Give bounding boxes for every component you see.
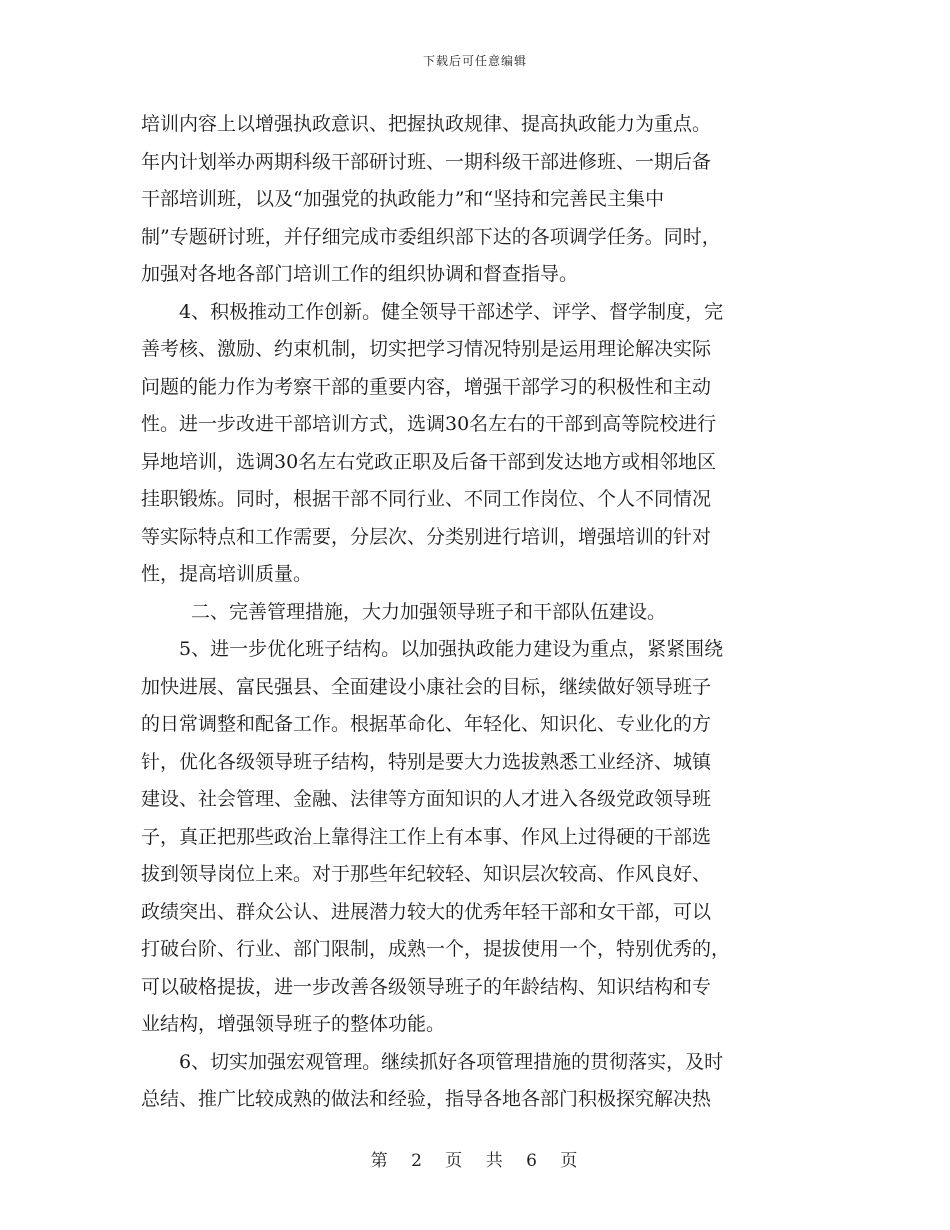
page-footer [0, 1146, 950, 1171]
text-line: 总结、推广比较成熟的做法和经验，指导各地各部门积极探究解决热 [141, 1088, 712, 1110]
text-line: 针，优化各级领导班子结构，特别是要大力选拔熟悉工业经济、城镇 [141, 750, 712, 773]
footer-label-gong: 共 [485, 1151, 505, 1171]
text-line: 异地培训，选调30名左右党政正职及后备干部到发达地方或相邻地区 [141, 450, 717, 473]
document-body [141, 106, 811, 1119]
text-line: 打破台阶、行业、部门限制，成熟一个，提拔使用一个，特别优秀的， [141, 938, 731, 960]
text-line: 善考核、激励、约束机制，切实把学习情况特别是运用理论解决实际 [141, 338, 712, 360]
total-pages: 6 [526, 1151, 539, 1171]
text-line: 加快进展、富民强县、全面建设小康社会的目标，继续做好领导班子 [141, 675, 712, 698]
text-line: 制”专题研讨班，并仔细完成市委组织部下达的各项调学任务。同时， [141, 225, 721, 248]
paragraph-start-line: 5、进一步优化班子结构。以加强执政能力建设为重点，紧紧围绕 [179, 638, 724, 660]
text-line: 加强对各地各部门培训工作的组织协调和督查指导。 [141, 263, 579, 285]
text-line: 等实际特点和工作需要，分层次、分类别进行培训，增强培训的针对 [141, 525, 712, 548]
paragraph-start-line: 4、积极推动工作创新。健全领导干部述学、评学、督学制度，完 [179, 300, 724, 323]
footer-label-ye2: 页 [560, 1151, 580, 1171]
text-line: 问题的能力作为考察干部的重要内容，增强干部学习的积极性和主动 [141, 375, 712, 398]
text-line: 干部培训班，以及“加强党的执政能力”和“坚持和完善民主集中 [141, 188, 665, 210]
footer-label-ye: 页 [445, 1151, 465, 1171]
text-line: 性。进一步改进干部培训方式，选调30名左右的干部到高等院校进行 [141, 413, 717, 435]
text-line: 拔到领导岗位上来。对于那些年纪较轻、知识层次较高、作风良好、 [141, 863, 712, 885]
text-line: 挂职锻炼。同时，根据干部不同行业、不同工作岗位、个人不同情况 [141, 488, 712, 510]
text-line: 可以破格提拔，进一步改善各级领导班子的年龄结构、知识结构和专 [141, 975, 712, 998]
text-line: 培训内容上以增强执政意识、把握执政规律、提高执政能力为重点。 [141, 113, 712, 135]
text-line: 建设、社会管理、金融、法律等方面知识的人才进入各级党政领导班 [141, 788, 712, 810]
paragraph-start-line: 6、切实加强宏观管理。继续抓好各项管理措施的贯彻落实，及时 [179, 1050, 724, 1073]
section-heading: 二、完善管理措施，大力加强领导班子和干部队伍建设。 [191, 600, 667, 623]
text-line: 业结构，增强领导班子的整体功能。 [141, 1013, 446, 1035]
text-line: 年内计划举办两期科级干部研讨班、一期科级干部进修班、一期后备 [141, 150, 712, 173]
text-line: 的日常调整和配备工作。根据革命化、年轻化、知识化、专业化的方 [141, 713, 712, 735]
text-line: 子，真正把那些政治上靠得注工作上有本事、作风上过得硬的干部选 [141, 825, 712, 848]
footer-label-di: 第 [370, 1151, 390, 1171]
text-line: 性，提高培训质量。 [141, 563, 313, 585]
page-number: 2 [411, 1151, 424, 1171]
page-header: 下载后可任意编辑 [422, 54, 527, 68]
text-line: 政绩突出、群众公认、进展潜力较大的优秀年轻干部和女干部，可以 [141, 900, 712, 923]
